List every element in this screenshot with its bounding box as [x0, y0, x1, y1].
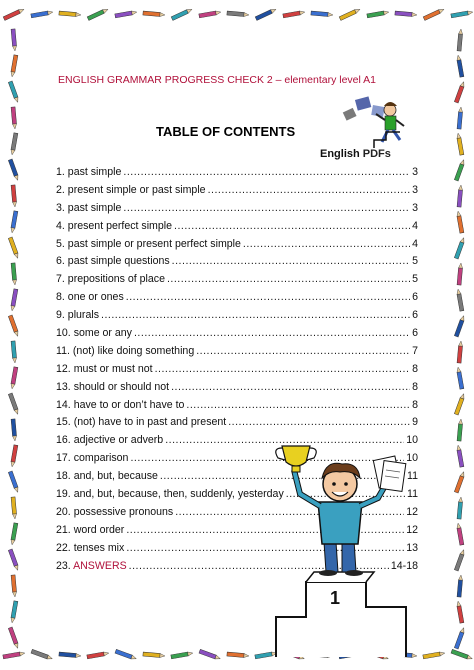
- toc-page-number: 3: [412, 166, 418, 178]
- toc-entry-label: [56, 345, 194, 357]
- toc-dot-leader: [126, 291, 410, 303]
- pencil-icon: [456, 289, 464, 311]
- pencil-icon: [11, 341, 17, 363]
- pencil-icon: [454, 627, 465, 649]
- toc-entry: [56, 381, 418, 399]
- pencil-icon: [454, 315, 465, 337]
- toc-page-number: 8: [412, 398, 418, 411]
- toc-entry-number: 5.: [56, 237, 65, 250]
- toc-page-number: 14-18: [390, 559, 418, 572]
- toc-entry: [56, 220, 418, 238]
- toc-entry-label: [56, 452, 128, 464]
- toc-entry-label: [56, 416, 226, 428]
- pencil-icon: [11, 263, 17, 285]
- pencil-icon: [457, 497, 463, 519]
- toc-entry: [56, 166, 418, 184]
- toc-entry-label: [56, 255, 170, 267]
- pencil-icon: [311, 11, 333, 17]
- toc-entry: [56, 327, 418, 345]
- toc-entry-title: (not) like doing something: [72, 344, 195, 357]
- toc-entry-label: [56, 399, 184, 411]
- toc-entry-title: past simple: [67, 201, 122, 214]
- toc-dot-leader: [123, 166, 410, 178]
- pencil-icon: [456, 601, 464, 623]
- toc-entry: [56, 291, 418, 309]
- pencil-icon: [87, 651, 109, 659]
- pencil-icon: [454, 549, 465, 571]
- toc-entry-number: 14.: [56, 398, 71, 411]
- logo-text-pdfs: PDFs: [362, 148, 391, 160]
- pencil-icon: [10, 367, 18, 389]
- toc-page-number: 7: [412, 344, 418, 357]
- toc-page-number: 8: [412, 362, 418, 375]
- pencil-icon: [10, 523, 18, 545]
- pencil-icon: [10, 445, 18, 467]
- toc-entry-number: 21.: [56, 523, 71, 536]
- toc-entry-title: tenses mix: [73, 541, 125, 554]
- pencil-icon: [367, 10, 389, 18]
- logo-text: [320, 148, 391, 160]
- toc-entry-label: [56, 220, 172, 232]
- toc-entry-title: past simple: [67, 166, 122, 178]
- toc-dot-leader: [167, 273, 410, 285]
- toc-entry-label: [56, 470, 158, 482]
- pencil-icon: [115, 649, 137, 660]
- pencil-icon: [3, 651, 25, 659]
- pencil-icon: [8, 393, 19, 415]
- toc-entry-title: (not) have to in past and present: [73, 416, 227, 429]
- logo-text-english: English: [320, 148, 363, 160]
- toc-entry-number: 23.: [56, 559, 71, 572]
- toc-entry-label: [56, 166, 121, 178]
- pencil-icon: [457, 107, 463, 129]
- pencil-icon: [199, 10, 221, 18]
- toc-entry-number: 8.: [56, 291, 65, 304]
- toc-dot-leader: [243, 238, 410, 250]
- pencil-icon: [451, 10, 473, 18]
- toc-entry-label: [56, 524, 124, 536]
- pencil-icon: [283, 10, 305, 18]
- toc-page-number: 5: [412, 273, 418, 286]
- pencil-icon: [451, 649, 473, 660]
- toc-entry-label: [56, 273, 165, 285]
- toc-title: TABLE OF CONTENTS: [156, 124, 296, 139]
- toc-page-number: 12: [406, 523, 418, 536]
- pencil-icon: [171, 8, 193, 21]
- toc-entry-title: and, but, because, then, suddenly, yesterday: [73, 488, 284, 501]
- toc-entry-label: [56, 327, 132, 339]
- winner-podium-illustration-icon: [266, 432, 436, 657]
- toc-entry-number: 10.: [56, 327, 71, 340]
- toc-entry-title: some or any: [73, 327, 132, 340]
- pencil-icon: [227, 652, 249, 658]
- pencil-icon: [8, 549, 19, 571]
- pencil-icon: [10, 211, 18, 233]
- toc-dot-leader: [172, 255, 410, 267]
- toc-entry-label: [56, 434, 163, 446]
- pencil-icon: [10, 289, 18, 311]
- pencil-icon: [457, 419, 463, 441]
- toc-page-number: 13: [406, 541, 418, 554]
- toc-dot-leader: [174, 220, 410, 232]
- toc-entry-label: [56, 363, 153, 375]
- pencil-icon: [31, 649, 53, 660]
- pencil-icon: [457, 575, 463, 597]
- toc-page-number: 11: [407, 470, 418, 483]
- toc-page-number: 9: [412, 416, 418, 429]
- toc-entry: [56, 309, 418, 327]
- toc-dot-leader: [134, 327, 410, 339]
- toc-entry-title: plurals: [67, 309, 100, 322]
- toc-entry-number: 6.: [56, 255, 65, 268]
- pencil-icon: [11, 107, 17, 129]
- toc-page-number: 8: [412, 380, 418, 393]
- toc-entry-label: [56, 202, 121, 214]
- pencil-icon: [457, 263, 463, 285]
- pencil-icon: [454, 471, 465, 493]
- toc-entry: [56, 345, 418, 363]
- pencil-icon: [11, 185, 17, 207]
- toc-entry-label: [56, 381, 169, 393]
- pencil-icon: [8, 315, 19, 337]
- toc-entry-number: 19.: [56, 488, 71, 501]
- toc-entry-title: should or should not: [73, 380, 170, 393]
- pencil-icon: [31, 10, 53, 18]
- toc-entry-title: adjective or adverb: [73, 434, 164, 447]
- toc-entry: [56, 273, 418, 291]
- pencil-icon: [59, 11, 81, 17]
- pencil-icon: [423, 8, 445, 21]
- pencil-icon: [11, 497, 17, 519]
- pencil-icon: [456, 55, 464, 77]
- pencil-icon: [10, 601, 18, 623]
- toc-entry-label: [56, 291, 124, 303]
- pencil-icon: [59, 652, 81, 658]
- toc-entry: [56, 238, 418, 256]
- pencil-icon: [255, 8, 277, 21]
- toc-entry-title: prepositions of place: [67, 273, 165, 286]
- toc-dot-leader: [208, 184, 411, 196]
- pencil-icon: [454, 159, 465, 181]
- toc-page-number: 5: [412, 255, 418, 268]
- pencil-icon: [8, 471, 19, 493]
- toc-entry-label: [56, 560, 127, 572]
- toc-entry-title: present perfect simple: [67, 219, 173, 232]
- pencil-icon: [456, 211, 464, 233]
- toc-entry-title: past simple questions: [67, 255, 170, 268]
- toc-entry-number: 17.: [56, 452, 71, 465]
- toc-dot-leader: [155, 363, 411, 375]
- pencil-icon: [457, 341, 463, 363]
- pencil-icon: [171, 651, 193, 659]
- pencil-icon: [11, 419, 17, 441]
- pencil-icon: [115, 10, 137, 18]
- toc-entry: [56, 255, 418, 273]
- toc-entry-label: [56, 309, 99, 321]
- pencil-icon: [457, 29, 463, 51]
- toc-page-number: 6: [412, 291, 418, 304]
- toc-entry-number: 22.: [56, 541, 71, 554]
- pencil-icon: [11, 29, 17, 51]
- toc-entry: [56, 399, 418, 417]
- toc-page-number: 10: [406, 434, 418, 447]
- podium-number: 1: [330, 588, 341, 608]
- toc-entry-title: must or must not: [73, 362, 153, 375]
- pencil-icon: [8, 159, 19, 181]
- toc-dot-leader: [123, 202, 410, 214]
- pencil-icon: [8, 81, 19, 103]
- toc-entry-number: 3.: [56, 201, 65, 214]
- toc-entry-number: 4.: [56, 219, 65, 232]
- pencil-icon: [339, 8, 361, 21]
- toc-entry-number: 11.: [56, 344, 70, 357]
- pencil-icon: [199, 649, 221, 660]
- toc-entry-label: [56, 238, 241, 250]
- toc-entry-label: [56, 488, 284, 500]
- toc-entry-label: [56, 542, 124, 554]
- toc-entry-title: one or ones: [67, 291, 124, 304]
- toc-dot-leader: [171, 381, 410, 393]
- toc-page-number: 11: [407, 488, 418, 501]
- pencil-icon: [143, 11, 165, 17]
- toc-page-number: 4: [412, 237, 418, 250]
- toc-entry: [56, 184, 418, 202]
- pencil-icon: [87, 8, 109, 21]
- pencil-icon: [8, 627, 19, 649]
- pencil-icon: [10, 55, 18, 77]
- toc-entry-title: present simple or past simple: [67, 183, 206, 196]
- toc-page-number: 6: [412, 327, 418, 340]
- toc-page-number: 6: [412, 309, 418, 322]
- pencil-icon: [143, 652, 165, 658]
- toc-entry-label: [56, 184, 206, 196]
- pencil-icon: [10, 133, 18, 155]
- toc-entry-number: 9.: [56, 309, 65, 322]
- pencil-icon: [456, 367, 464, 389]
- toc-entry: [56, 202, 418, 220]
- pencil-icon: [395, 11, 417, 17]
- toc-entry-title: word order: [73, 523, 125, 536]
- pencil-icon: [8, 237, 19, 259]
- toc-entry-number: 12.: [56, 362, 71, 375]
- toc-entry-number: 1.: [56, 166, 65, 178]
- document-header-title: ENGLISH GRAMMAR PROGRESS CHECK 2 – elementary level A1: [58, 74, 377, 86]
- toc-entry-number: 15.: [56, 416, 71, 429]
- toc-page-number: 3: [412, 183, 418, 196]
- toc-entry-title: ANSWERS: [73, 559, 127, 572]
- pencil-icon: [454, 237, 465, 259]
- pencil-icon: [454, 81, 465, 103]
- toc-page-number: 10: [406, 452, 418, 465]
- toc-entry-title: past simple or present perfect simple: [67, 237, 241, 250]
- toc-entry-number: 18.: [56, 470, 71, 483]
- toc-entry-label: [56, 506, 173, 518]
- toc-entry-number: 20.: [56, 505, 71, 518]
- toc-page-number: 3: [412, 201, 418, 214]
- pencil-icon: [3, 8, 25, 21]
- toc-dot-leader: [101, 309, 410, 321]
- toc-dot-leader: [228, 416, 410, 428]
- pencil-icon: [11, 575, 17, 597]
- pencil-icon: [457, 185, 463, 207]
- toc-dot-leader: [186, 399, 410, 411]
- toc-dot-leader: [196, 345, 410, 357]
- toc-entry-number: 2.: [56, 183, 65, 196]
- toc-entry-number: 7.: [56, 273, 65, 286]
- pencil-icon: [227, 11, 249, 17]
- toc-entry-title: have to or don’t have to: [73, 398, 185, 411]
- pencil-icon: [456, 445, 464, 467]
- toc-entry: [56, 363, 418, 381]
- toc-page-number: 12: [406, 505, 418, 518]
- pencil-icon: [456, 133, 464, 155]
- toc-entry-number: 16.: [56, 434, 71, 447]
- toc-entry-title: possessive pronouns: [73, 505, 174, 518]
- toc-page-number: 4: [412, 219, 418, 232]
- pencil-icon: [454, 393, 465, 415]
- pencil-icon: [456, 523, 464, 545]
- toc-entry-title: comparison: [73, 452, 129, 465]
- toc-entry-number: 13.: [56, 380, 71, 393]
- toc-entry-title: and, but, because: [73, 470, 158, 483]
